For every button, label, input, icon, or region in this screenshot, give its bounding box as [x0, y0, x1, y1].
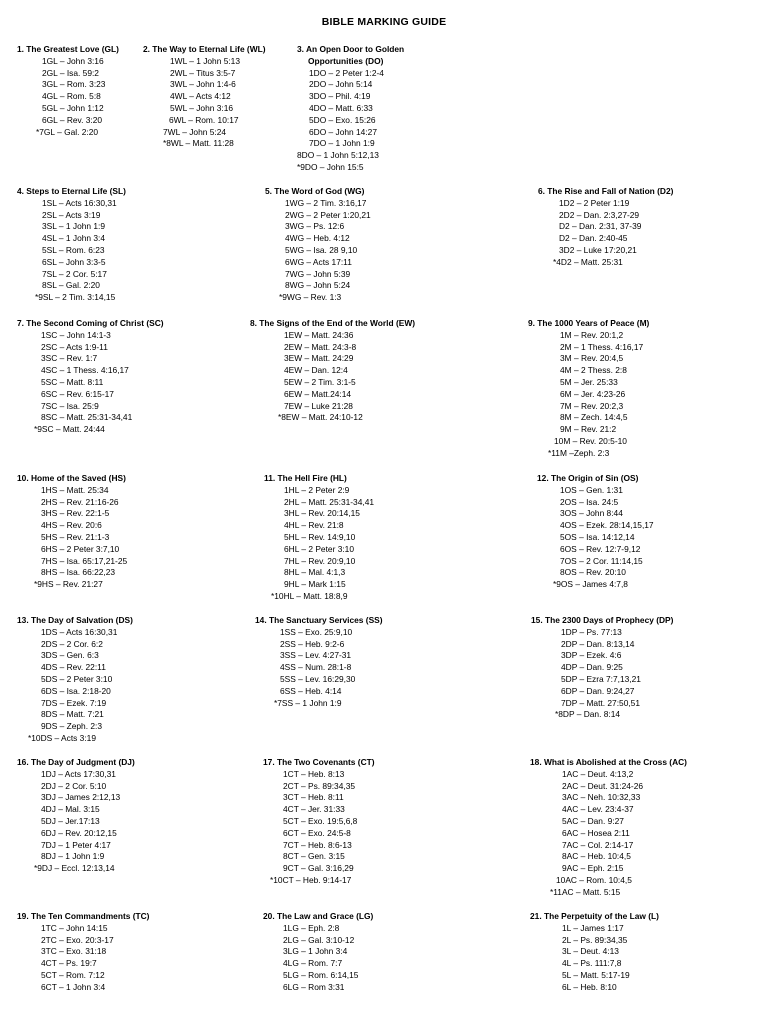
scripture-reference: 6AC – Hosea 2:11	[562, 827, 630, 838]
section-13	[17, 615, 133, 745]
section-title: 3. An Open Door to Golden	[297, 44, 405, 54]
scripture-reference: 4SS – Num. 28:1-8	[280, 662, 352, 673]
scripture-reference: 7DJ – 1 Peter 4:17	[41, 839, 111, 850]
scripture-reference: *9HS – Rev. 21:27	[34, 579, 103, 590]
scripture-reference: 5DJ – Jer.17:13	[41, 815, 100, 826]
scripture-reference: 2SC – Acts 1:9-11	[41, 341, 108, 352]
scripture-reference: 7HS – Isa. 65:17,21-25	[41, 555, 128, 566]
scripture-reference: 6HL – 2 Peter 3:10	[284, 543, 354, 554]
scripture-reference: 4LG – Rom. 7:7	[283, 958, 343, 969]
section-title-continuation: Opportunities (DO)	[308, 55, 384, 66]
scripture-reference: 9HL – Mark 1:15	[284, 579, 346, 590]
scripture-reference: 6SC – Rev. 6:15-17	[41, 388, 114, 399]
scripture-reference: 8DJ – 1 John 1:9	[41, 851, 105, 862]
scripture-reference: 3D2 – Luke 17:20,21	[559, 244, 637, 255]
scripture-reference: 6OS – Rev. 12:7-9,12	[560, 543, 641, 554]
scripture-reference: 5L – Matt. 5:17-19	[562, 969, 630, 980]
section-title: 12. The Origin of Sin (OS)	[537, 473, 639, 483]
scripture-reference: 5SC – Matt. 8:11	[41, 376, 104, 387]
scripture-reference: 4DP – Dan. 9:25	[561, 662, 623, 673]
scripture-reference: 5AC – Dan. 9:27	[562, 815, 624, 826]
scripture-reference: 5EW – 2 Tim. 3:1-5	[284, 376, 356, 387]
scripture-reference: 2OS – Isa. 24:5	[560, 496, 619, 507]
scripture-reference: 1EW – Matt. 24:36	[284, 329, 354, 340]
scripture-reference: 4HS – Rev. 20:6	[41, 520, 102, 531]
scripture-reference: 8CT – Gen. 3:15	[283, 851, 345, 862]
scripture-reference: 8M – Zech. 14:4,5	[560, 412, 628, 423]
scripture-reference: 6WG – Acts 17:11	[285, 256, 352, 267]
scripture-reference: 7DP – Matt. 27:50,51	[561, 697, 640, 708]
scripture-reference: 5DO – Exo. 15:26	[309, 114, 376, 125]
section-18	[530, 757, 687, 899]
scripture-reference: 4DS – Rev. 22:11	[41, 662, 106, 673]
section-16	[17, 757, 135, 875]
scripture-reference: *8EW – Matt. 24:10-12	[278, 412, 363, 423]
scripture-reference: 6DP – Dan. 9:24,27	[561, 685, 635, 696]
scripture-reference: 7DS – Ezek. 7:19	[41, 697, 107, 708]
section-title: 11. The Hell Fire (HL)	[264, 473, 347, 483]
scripture-reference: 3AC – Neh. 10:32,33	[562, 792, 641, 803]
scripture-reference: 3DS – Gen. 6:3	[41, 650, 99, 661]
scripture-reference: 1SS – Exo. 25:9,10	[280, 626, 353, 637]
scripture-reference: 8WG – John 5:24	[285, 280, 351, 291]
scripture-reference: 6WL – Rom. 10:17	[169, 114, 239, 125]
scripture-reference: 7EW – Luke 21:28	[284, 400, 353, 411]
scripture-reference: 9AC – Eph. 2:15	[562, 863, 624, 874]
scripture-reference: *10CT – Heb. 9:14-17	[270, 874, 352, 885]
scripture-reference: 1SC – John 14:1-3	[41, 329, 111, 340]
scripture-reference: 2DS – 2 Cor. 6:2	[41, 638, 103, 649]
scripture-reference: *7GL – Gal. 2:20	[36, 126, 99, 137]
scripture-reference: 4L – Ps. 111:7,8	[562, 958, 622, 969]
scripture-reference: 6M – Jer. 4:23-26	[560, 388, 626, 399]
scripture-reference: 4DJ – Mal. 3:15	[41, 804, 100, 815]
scripture-reference: 3WG – Ps. 12:6	[285, 221, 345, 232]
scripture-reference: 4CT – Jer. 31:33	[283, 804, 345, 815]
scripture-reference: *9DJ – Eccl. 12:13,14	[34, 863, 115, 874]
scripture-reference: 6DO – John 14:27	[309, 126, 377, 137]
scripture-reference: 3WL – John 1:4-6	[170, 79, 236, 90]
scripture-reference: 4OS – Ezek. 28:14,15,17	[560, 520, 654, 531]
scripture-reference: 3DP – Ezek. 4:6	[561, 650, 622, 661]
scripture-reference: 5GL – John 1:12	[42, 102, 104, 113]
scripture-reference: D2 – Dan. 2:40-45	[559, 233, 628, 244]
section-14	[255, 615, 383, 709]
scripture-reference: 1DJ – Acts 17:30,31	[41, 768, 116, 779]
scripture-reference: 2DP – Dan. 8:13,14	[561, 638, 635, 649]
scripture-reference: 5M – Jer. 25:33	[560, 376, 618, 387]
section-19	[17, 911, 149, 994]
scripture-reference: 4WG – Heb. 4:12	[285, 233, 350, 244]
scripture-reference: 4HL – Rev. 21:8	[284, 520, 344, 531]
section-5	[265, 186, 371, 304]
scripture-reference: 3M – Rev. 20:4,5	[560, 353, 624, 364]
scripture-reference: 5DS – 2 Peter 3:10	[41, 673, 113, 684]
scripture-reference: 7DO – 1 John 1:9	[309, 138, 375, 149]
scripture-reference: 3DO – Phil. 4:19	[309, 91, 371, 102]
scripture-reference: 1L – James 1:17	[562, 922, 624, 933]
section-21	[530, 911, 659, 994]
scripture-reference: 7HL – Rev. 20:9,10	[284, 555, 356, 566]
scripture-reference: 2HL – Matt. 25:31-34,41	[284, 496, 375, 507]
scripture-reference: 1HS – Matt. 25:34	[41, 484, 109, 495]
scripture-reference: 8AC – Heb. 10:4,5	[562, 851, 631, 862]
scripture-reference: 2TC – Exo. 20:3-17	[41, 934, 114, 945]
section-7	[17, 318, 164, 436]
scripture-reference: 10AC – Rom. 10:4,5	[556, 874, 632, 885]
scripture-reference: 3HL – Rev. 20:14,15	[284, 508, 360, 519]
scripture-reference: 9CT – Gal. 3:16,29	[283, 863, 354, 874]
scripture-reference: 6GL – Rev. 3:20	[42, 114, 103, 125]
scripture-reference: 5CT – Rom. 7:12	[41, 969, 105, 980]
section-title: 17. The Two Covenants (CT)	[263, 757, 375, 767]
scripture-reference: 1LG – Eph. 2:8	[283, 922, 340, 933]
section-title: 7. The Second Coming of Christ (SC)	[17, 318, 164, 328]
scripture-reference: 2GL – Isa. 59:2	[42, 67, 99, 78]
scripture-reference: 1M – Rev. 20:1,2	[560, 329, 624, 340]
scripture-reference: 6SS – Heb. 4:14	[280, 685, 342, 696]
scripture-reference: 2WL – Titus 3:5-7	[170, 67, 236, 78]
scripture-reference: 2L – Ps. 89:34,35	[562, 934, 628, 945]
scripture-reference: 7OS – 2 Cor. 11:14,15	[560, 555, 643, 566]
scripture-reference: 3TC – Exo. 31:18	[41, 946, 107, 957]
scripture-reference: 2CT – Ps. 89:34,35	[283, 780, 356, 791]
scripture-reference: 6DS – Isa. 2:18-20	[41, 685, 111, 696]
scripture-reference: 1GL – John 3:16	[42, 55, 104, 66]
scripture-reference: 6CT – Exo. 24:5-8	[283, 827, 351, 838]
scripture-reference: 8SC – Matt. 25:31-34,41	[41, 412, 133, 423]
scripture-reference: 3GL – Rom. 3:23	[42, 79, 106, 90]
scripture-reference: 4WL – Acts 4:12	[170, 91, 231, 102]
scripture-reference: 4SC – 1 Thess. 4:16,17	[41, 365, 129, 376]
scripture-reference: 1WG – 2 Tim. 3:16,17	[285, 197, 367, 208]
document-title: BIBLE MARKING GUIDE	[321, 16, 447, 28]
section-title: 5. The Word of God (WG)	[265, 186, 365, 196]
scripture-reference: 2AC – Deut. 31:24-26	[562, 780, 644, 791]
section-17	[263, 757, 375, 887]
scripture-reference: *9DO – John 15:5	[297, 161, 364, 172]
scripture-reference: 3EW – Matt. 24:29	[284, 353, 354, 364]
section-title: 6. The Rise and Fall of Nation (D2)	[538, 186, 674, 196]
scripture-reference: 8HS – Isa. 66:22,23	[41, 567, 116, 578]
scripture-reference: 6DJ – Rev. 20:12,15	[41, 827, 117, 838]
scripture-reference: 2D2 – Dan. 2:3,27-29	[559, 209, 640, 220]
scripture-reference: 1HL – 2 Peter 2:9	[284, 484, 350, 495]
scripture-reference: 5HL – Rev. 14:9,10	[284, 531, 356, 542]
scripture-reference: 6HS – 2 Peter 3:7,10	[41, 543, 120, 554]
scripture-reference: 8OS – Rev. 20:10	[560, 567, 626, 578]
scripture-reference: *4D2 – Matt. 25:31	[553, 256, 623, 267]
section-title: 4. Steps to Eternal Life (SL)	[17, 186, 126, 196]
scripture-reference: 3CT – Heb. 8:11	[283, 792, 344, 803]
scripture-reference: 6CT – 1 John 3:4	[41, 981, 106, 992]
scripture-reference: 7CT – Heb. 8:6-13	[283, 839, 352, 850]
scripture-reference: 1DS – Acts 16:30,31	[41, 626, 118, 637]
scripture-reference: 7AC – Col. 2:14-17	[562, 839, 634, 850]
scripture-reference: 2WG – 2 Peter 1:20,21	[285, 209, 371, 220]
section-11	[264, 473, 374, 603]
scripture-reference: *9OS – James 4:7,8	[553, 579, 628, 590]
section-15	[531, 615, 673, 721]
section-title: 10. Home of the Saved (HS)	[17, 473, 126, 483]
scripture-reference: 7SC – Isa. 25:9	[41, 400, 99, 411]
section-title: 8. The Signs of the End of the World (EW)	[250, 318, 416, 328]
scripture-reference: 1WL – 1 John 5:13	[170, 55, 240, 66]
scripture-reference: 8DO – 1 John 5:12,13	[297, 150, 379, 161]
scripture-reference: 2DO – John 5:14	[309, 79, 373, 90]
scripture-reference: 3DJ – James 2:12,13	[41, 792, 121, 803]
scripture-reference: 7WL – John 5:24	[163, 126, 227, 137]
scripture-reference: 1D2 – 2 Peter 1:19	[559, 197, 630, 208]
scripture-reference: 4EW – Dan. 12:4	[284, 365, 348, 376]
scripture-reference: *10DS – Acts 3:19	[28, 732, 96, 743]
scripture-reference: 4CT – Ps. 19:7	[41, 958, 97, 969]
section-title: 20. The Law and Grace (LG)	[263, 911, 374, 921]
scripture-reference: 9M – Rev. 21:2	[560, 424, 617, 435]
scripture-reference: 2M – 1 Thess. 4:16,17	[560, 341, 644, 352]
scripture-reference: 6LG – Rom 3:31	[283, 981, 345, 992]
scripture-reference: 1OS – Gen. 1:31	[560, 484, 623, 495]
scripture-reference: 3HS – Rev. 22:1-5	[41, 508, 110, 519]
scripture-reference: 5SS – Lev. 16:29,30	[280, 673, 356, 684]
scripture-reference: *7SS – 1 John 1:9	[274, 697, 342, 708]
section-6	[538, 186, 673, 269]
scripture-reference: 5CT – Exo. 19:5,6,8	[283, 815, 358, 826]
scripture-reference: 5WG – Isa. 28 9,10	[285, 244, 358, 255]
scripture-reference: *9SL – 2 Tim. 3:14,15	[35, 292, 116, 303]
scripture-reference: *8WL – Matt. 11:28	[163, 138, 234, 149]
scripture-reference: 2HS – Rev. 21:16-26	[41, 496, 119, 507]
scripture-reference: *8DP – Dan. 8:14	[555, 709, 621, 720]
section-20	[263, 911, 373, 994]
section-8	[250, 318, 415, 424]
section-title: 14. The Sanctuary Services (SS)	[255, 615, 383, 625]
scripture-reference: 1CT – Heb. 8:13	[283, 768, 345, 779]
scripture-reference: 2DJ – 2 Cor. 5:10	[41, 780, 107, 791]
scripture-reference: D2 – Dan. 2:31, 37-39	[559, 221, 642, 232]
section-title: 19. The Ten Commandments (TC)	[17, 911, 150, 921]
scripture-reference: 8HL – Mal. 4:1,3	[284, 567, 346, 578]
scripture-reference: 2SS – Heb. 9:2-6	[280, 638, 345, 649]
scripture-reference: 7SL – 2 Cor. 5:17	[42, 268, 107, 279]
section-title: 1. The Greatest Love (GL)	[17, 44, 119, 54]
section-title: 21. The Perpetuity of the Law (L)	[530, 911, 659, 921]
scripture-reference: 1DO – 2 Peter 1:2-4	[309, 67, 384, 78]
scripture-reference: 3SC – Rev. 1:7	[41, 353, 98, 364]
scripture-reference: 3OS – John 8:44	[560, 508, 623, 519]
scripture-reference: 5SL – Rom. 6:23	[42, 244, 105, 255]
scripture-reference: 5LG – Rom. 6:14,15	[283, 969, 359, 980]
scripture-reference: *10HL – Matt. 18:8,9	[271, 590, 348, 601]
scripture-reference: 2SL – Acts 3:19	[42, 209, 101, 220]
scripture-reference: 2LG – Gal. 3:10-12	[283, 934, 355, 945]
section-title: 18. What is Abolished at the Cross (AC)	[530, 757, 687, 767]
scripture-reference: 2EW – Matt. 24:3-8	[284, 341, 357, 352]
scripture-reference: *9SC – Matt. 24:44	[34, 424, 105, 435]
scripture-reference: 4GL – Rom. 5:8	[42, 91, 101, 102]
scripture-reference: 8SL – Gal. 2:20	[42, 280, 100, 291]
section-title: 2. The Way to Eternal Life (WL)	[143, 44, 266, 54]
scripture-reference: 6EW – Matt.24:14	[284, 388, 352, 399]
scripture-reference: 1DP – Ps. 77:13	[561, 626, 622, 637]
section-2	[143, 44, 266, 150]
scripture-reference: 1SL – Acts 16:30,31	[42, 197, 117, 208]
section-title: 16. The Day of Judgment (DJ)	[17, 757, 135, 767]
scripture-reference: 5DP – Ezra 7:7,13,21	[561, 673, 641, 684]
scripture-reference: 3SS – Lev. 4:27-31	[280, 650, 352, 661]
scripture-reference: 5WL – John 3:16	[170, 102, 234, 113]
scripture-reference: 3LG – 1 John 3:4	[283, 946, 348, 957]
section-title: 9. The 1000 Years of Peace (M)	[528, 318, 650, 328]
scripture-reference: 1AC – Deut. 4:13,2	[562, 768, 634, 779]
scripture-reference: 10M – Rev. 20:5-10	[554, 435, 627, 446]
scripture-reference: 6SL – John 3:3-5	[42, 256, 106, 267]
scripture-reference: 4M – 2 Thess. 2:8	[560, 365, 627, 376]
scripture-reference: 1TC – John 14:15	[41, 922, 108, 933]
section-9	[528, 318, 649, 460]
section-title: 15. The 2300 Days of Prophecy (DP)	[531, 615, 674, 625]
scripture-reference: 6L – Heb. 8:10	[562, 981, 617, 992]
section-1	[17, 44, 119, 138]
scripture-reference: 4DO – Matt. 6:33	[309, 102, 373, 113]
scripture-reference: 3SL – 1 John 1:9	[42, 221, 106, 232]
scripture-reference: *11M –Zeph. 2:3	[548, 447, 610, 458]
section-12	[537, 473, 654, 591]
section-4	[17, 186, 126, 304]
scripture-reference: *11AC – Matt. 5:15	[550, 886, 621, 897]
section-3	[297, 44, 404, 174]
scripture-reference: 5HS – Rev. 21:1-3	[41, 531, 110, 542]
scripture-reference: 3L – Deut. 4:13	[562, 946, 619, 957]
scripture-reference: 7WG – John 5:39	[285, 268, 351, 279]
scripture-reference: 7M – Rev. 20:2,3	[560, 400, 624, 411]
scripture-reference: 4SL – 1 John 3:4	[42, 233, 106, 244]
scripture-reference: 9DS – Zeph. 2:3	[41, 721, 102, 732]
scripture-reference: *9WG – Rev. 1:3	[279, 292, 342, 303]
scripture-reference: 5OS – Isa. 14:12,14	[560, 531, 635, 542]
section-title: 13. The Day of Salvation (DS)	[17, 615, 133, 625]
section-10	[17, 473, 127, 591]
scripture-reference: 4AC – Lev. 23:4-37	[562, 804, 634, 815]
scripture-reference: 8DS – Matt. 7:21	[41, 709, 104, 720]
